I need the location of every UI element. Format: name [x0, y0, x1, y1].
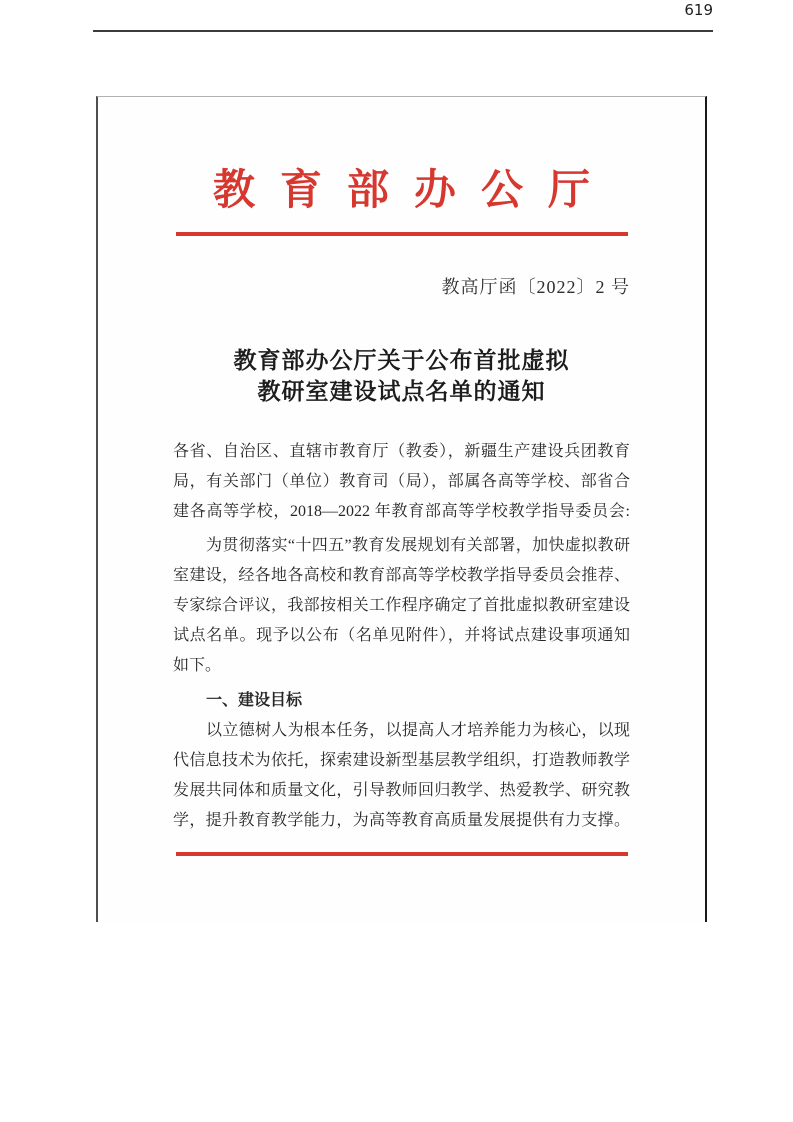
paragraph-line: 如下。	[173, 657, 222, 674]
paragraph-line: 以立德树人为根本任务，以提高人才培养能力为核心，以现	[206, 722, 630, 739]
section-heading: 一、建设目标	[206, 692, 303, 709]
paragraph-line: 专家综合评议，我部按相关工作程序确定了首批虚拟教研室建设	[173, 597, 630, 614]
paragraph-line: 学，提升教育教学能力，为高等教育高质量发展提供有力支撑。	[173, 812, 630, 829]
notice-title-line-2: 教研室建设试点名单的通知	[257, 379, 546, 404]
paragraph-line: 代信息技术为依托，探索建设新型基层教学组织，打造教师教学	[173, 752, 630, 769]
paragraph-line: 为贯彻落实“十四五”教育发展规划有关部署，加快虚拟教研	[206, 537, 630, 554]
scanned-document-page	[96, 96, 707, 922]
page-number: 619	[684, 1, 713, 19]
letterhead-double-rule	[176, 232, 628, 236]
letterhead-title: 教育部办公厅	[212, 168, 615, 214]
salutation-line: 建各高等学校，2018—2022 年教育部高等学校教学指导委员会:	[173, 503, 630, 520]
paragraph-line: 室建设，经各地各高校和教育部高等学校教学指导委员会推荐、	[173, 567, 630, 584]
notice-title-line-1: 教育部办公厅关于公布首批虚拟	[233, 348, 570, 373]
bottom-double-rule	[176, 852, 628, 856]
document-body	[173, 437, 630, 836]
notice-title	[98, 345, 705, 407]
paragraph-line: 发展共同体和质量文化，引导教师回归教学、热爱教学、研究教	[173, 782, 630, 799]
top-rule	[93, 30, 713, 32]
salutation-line: 各省、自治区、直辖市教育厅（教委），新疆生产建设兵团教育	[173, 443, 630, 460]
document-number: 教高厅函〔2022〕2 号	[441, 277, 630, 297]
salutation-line: 局，有关部门（单位）教育司（局），部属各高等学校、部省合	[173, 473, 630, 490]
paragraph-line: 试点名单。现予以公布（名单见附件），并将试点建设事项通知	[173, 627, 630, 644]
